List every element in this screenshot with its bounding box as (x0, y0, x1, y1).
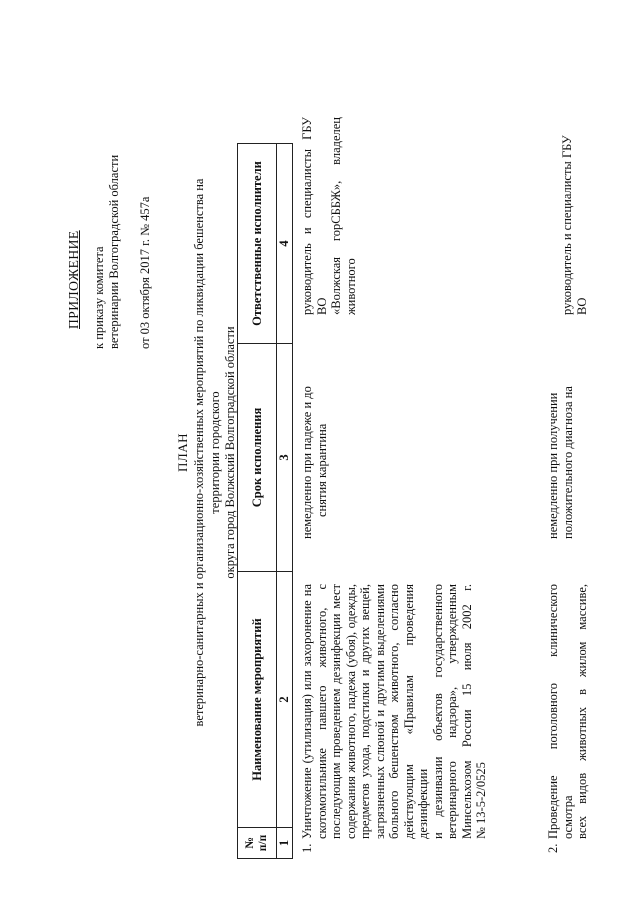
table-header-row (238, 144, 277, 859)
row-number: 1. (300, 843, 314, 853)
appendix-heading: ПРИЛОЖЕНИЕ (66, 230, 81, 329)
order-line: ветеринарии Волгоградской области (106, 154, 121, 349)
plan-title: ПЛАН (175, 433, 190, 472)
index-cell: 4 (277, 144, 293, 344)
text-line: загрязненных слюной и другими выделениями (372, 584, 387, 839)
text-line: всех видов животных в жилом массиве, (575, 584, 589, 839)
text-line: Минсельхозом России 15 июля 2002 г. (459, 584, 474, 839)
plan-table (237, 143, 293, 859)
text-line: руководитель и специалисты ГБУ ВО (560, 135, 589, 315)
row-number: 2. (546, 843, 560, 853)
text-line: и дезинвазии объектов государственного (430, 584, 445, 839)
text-line: последующим проведением дезинфекции мест (329, 584, 343, 839)
table-index-row (277, 144, 293, 859)
responsible-text (300, 117, 358, 315)
text-line: снятия карантина (314, 423, 329, 517)
header-activity-name: Наименование мероприятий (238, 572, 277, 828)
text-line: предметов ухода, подстилки и других вещей, (358, 584, 372, 839)
index-cell: 1 (277, 828, 293, 859)
plan-subtitle (192, 150, 239, 755)
header-responsible: Ответственные исполнители (238, 144, 277, 344)
text-line: больного бешенством животного, согласно (387, 584, 401, 839)
index-cell: 2 (277, 572, 293, 828)
activity-description (546, 584, 590, 839)
text-line: немедленно при падеже и до (300, 386, 314, 539)
text-line: руководитель и специалисты ГБУ ВО (300, 117, 329, 315)
text-line: животного (343, 258, 358, 315)
deadline-text (300, 331, 329, 539)
text-line: содержания животного, падежа (убоя), одежды, (343, 584, 358, 839)
order-reference (92, 155, 121, 349)
plan-subtitle-line: ветеринарно-санитарных и организационно-хозяйственных мероприятий по ликвидации бешенства на территории городского (192, 178, 222, 727)
text-line: Проведение поголовного клинического осмотра (546, 584, 575, 839)
header-number-sign: № (244, 837, 256, 849)
header-number-label: п/п (257, 834, 269, 852)
plan-subtitle-line: округа город Волжский Волгоградской области (223, 326, 237, 579)
order-date: от 03 октября 2017 г. № 457а (138, 196, 152, 349)
text-line: Уничтожение (утилизация) или захоронение на (300, 584, 314, 839)
text-line: скотомогильнике павшего животного, с (314, 584, 329, 839)
text-line: немедленно при получении (546, 392, 560, 539)
header-deadline: Срок исполнения (238, 344, 277, 572)
text-line: положительного диагноза на (560, 386, 575, 539)
activity-description (300, 584, 489, 839)
text-line: ветеринарного надзора», утвержденным (445, 584, 459, 839)
index-cell: 3 (277, 344, 293, 572)
text-line: № 13-5-2/0525 (474, 762, 488, 839)
header-number (238, 828, 277, 859)
text-line: «Волжская горСББЖ», владелец (329, 117, 343, 315)
order-line: к приказу комитета (92, 246, 106, 349)
text-line: действующим «Правилам проведения дезинфекции (401, 584, 430, 839)
responsible-text (560, 117, 589, 315)
deadline-text (546, 331, 575, 539)
